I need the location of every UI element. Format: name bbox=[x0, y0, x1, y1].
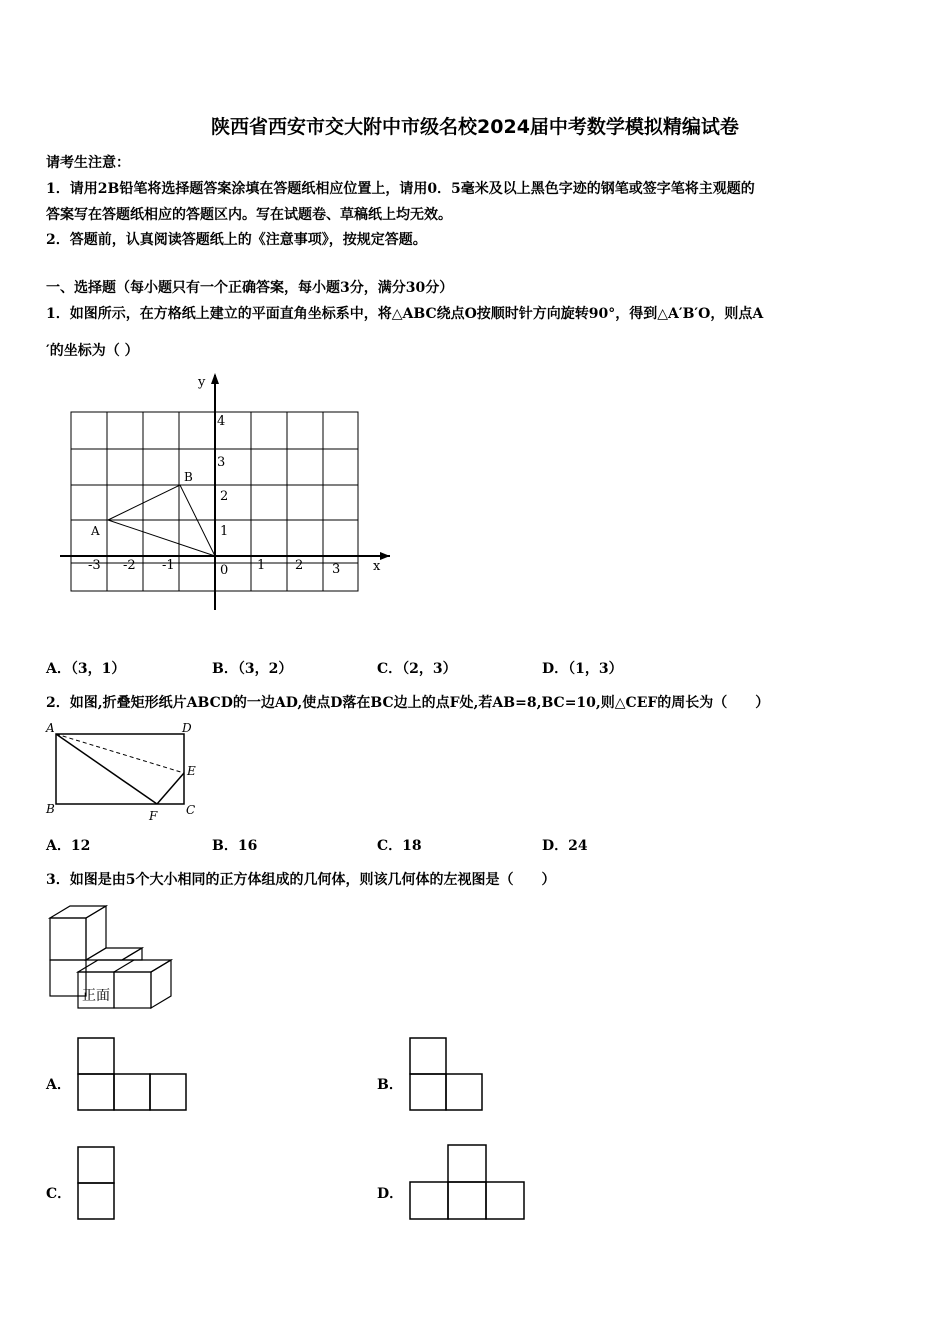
point-b-label: B bbox=[184, 470, 193, 484]
x-tick: -2 bbox=[123, 558, 136, 573]
q3-text: 3．如图是由5个大小相同的正方体组成的几何体，则该几何体的左视图是（ ） bbox=[46, 872, 556, 888]
q3-option-d[interactable]: D． bbox=[377, 1186, 404, 1202]
point-a-label: A bbox=[91, 524, 100, 538]
notice-line-2: 2．答题前，认真阅读答题纸上的《注意事项》，按规定答题。 bbox=[46, 232, 427, 248]
q3-option-b-figure[interactable] bbox=[408, 1036, 486, 1112]
y-axis-label: y bbox=[198, 375, 206, 390]
x-tick: 1 bbox=[257, 558, 266, 573]
y-arrow-icon bbox=[211, 373, 219, 384]
q2-option-b[interactable]: B．16 bbox=[212, 838, 258, 854]
q1-text-line2: ′的坐标为（ ） bbox=[46, 343, 139, 359]
notice-line-1b: 答案写在答题纸相应的答题区内。写在试题卷、草稿纸上均无效。 bbox=[46, 207, 452, 223]
q3-option-a[interactable]: A． bbox=[46, 1077, 71, 1093]
q3-cubes-figure bbox=[44, 900, 184, 1018]
page-title: 陕西省西安市交大附中市级名校2024届中考数学模拟精编试卷 bbox=[211, 116, 739, 138]
label-f: F bbox=[149, 809, 158, 823]
label-e: E bbox=[187, 764, 196, 778]
q1-option-d[interactable]: D．（1，3） bbox=[542, 661, 623, 677]
q2-option-c[interactable]: C．18 bbox=[377, 838, 422, 854]
label-b: B bbox=[46, 802, 55, 816]
origin-label: 0 bbox=[220, 563, 229, 578]
section-heading: 一、选择题（每小题只有一个正确答案，每小题3分，满分30分） bbox=[46, 280, 454, 296]
q3-option-b[interactable]: B． bbox=[377, 1077, 403, 1093]
fold-line-af bbox=[56, 734, 157, 804]
q2-option-d[interactable]: D．24 bbox=[542, 838, 588, 854]
segment-fe bbox=[157, 773, 184, 804]
x-tick: 2 bbox=[295, 558, 304, 573]
label-a: A bbox=[46, 721, 55, 735]
q3-option-d-figure[interactable] bbox=[408, 1143, 528, 1223]
q3-option-a-figure[interactable] bbox=[76, 1036, 188, 1112]
x-axis-label: x bbox=[373, 559, 381, 574]
q1-text-line1: 1．如图所示，在方格纸上建立的平面直角坐标系中，将△ABC绕点O按顺时针方向旋转90°，得到△A′B′O，则点A bbox=[46, 306, 764, 322]
y-tick: 2 bbox=[220, 489, 229, 504]
x-tick: -3 bbox=[88, 558, 101, 573]
rectangle-abcd bbox=[56, 734, 184, 804]
dashed-line-ae bbox=[56, 734, 184, 773]
q3-option-c[interactable]: C． bbox=[46, 1186, 72, 1202]
q1-coordinate-figure bbox=[52, 365, 402, 615]
q3-option-c-figure[interactable] bbox=[76, 1145, 118, 1223]
q2-rectangle-figure bbox=[42, 718, 202, 826]
q2-text: 2．如图,折叠矩形纸片ABCD的一边AD,使点D落在BC边上的点F处,若AB=8,BC=10,则△CEF的周长为（ ） bbox=[46, 695, 770, 711]
q1-option-b[interactable]: B．（3，2） bbox=[212, 661, 293, 677]
notice-line-1: 1．请用2B铅笔将选择题答案涂填在答题纸相应位置上，请用0．5毫米及以上黑色字迹的钢笔或签字笔将主观题的 bbox=[46, 181, 755, 197]
q1-option-c[interactable]: C．（2，3） bbox=[377, 661, 457, 677]
notice-heading: 请考生注意： bbox=[46, 155, 130, 171]
q1-option-a[interactable]: A．（3，1） bbox=[46, 661, 126, 677]
label-d: D bbox=[182, 721, 192, 735]
y-tick: 4 bbox=[217, 414, 226, 429]
x-tick: 3 bbox=[332, 562, 341, 577]
y-tick: 1 bbox=[220, 524, 229, 539]
x-tick: -1 bbox=[162, 558, 175, 573]
y-tick: 3 bbox=[217, 455, 226, 470]
front-label: 正面 bbox=[82, 988, 110, 1004]
label-c: C bbox=[186, 803, 196, 817]
q2-option-a[interactable]: A．12 bbox=[46, 838, 91, 854]
x-arrow-icon bbox=[380, 552, 390, 560]
